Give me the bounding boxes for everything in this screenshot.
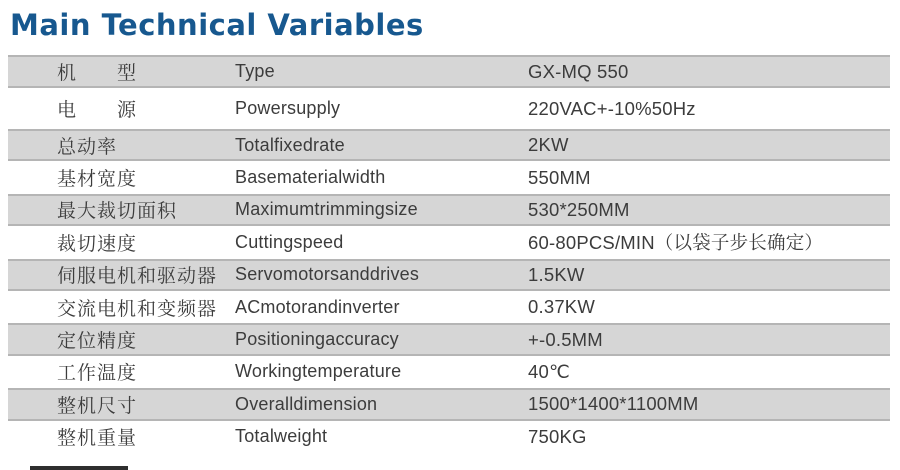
spec-value: 750KG	[528, 425, 587, 447]
table-row	[8, 388, 890, 420]
spec-name-cn: 机 型	[57, 62, 138, 84]
spec-name-cn: 整机尺寸	[57, 394, 138, 417]
spec-value: 550MM	[528, 166, 591, 188]
cropped-next-section-edge	[30, 466, 128, 470]
spec-table	[8, 55, 890, 453]
spec-value: 60-80PCS/MIN（以袋子步长确定）	[528, 232, 824, 254]
spec-value: 1500*1400*1100MM	[528, 393, 699, 415]
spec-name-en: Totalfixedrate	[235, 134, 345, 155]
table-row	[8, 356, 890, 388]
spec-name-en: Positioningaccuracy	[235, 329, 399, 350]
spec-value: +-0.5MM	[528, 328, 603, 350]
spec-name-cn: 基材宽度	[57, 168, 138, 191]
spec-name-en: Powersupply	[235, 98, 341, 118]
table-row	[8, 259, 890, 291]
spec-value: 40℃	[528, 360, 570, 382]
table-row	[8, 129, 890, 161]
spec-value: 0.37KW	[528, 296, 596, 318]
spec-name-en: Overalldimension	[235, 393, 378, 414]
table-row	[8, 194, 890, 226]
spec-value: 530*250MM	[528, 198, 630, 220]
spec-name-en: Servomotorsanddrives	[235, 264, 420, 285]
spec-name-cn: 定位精度	[57, 330, 138, 353]
table-row	[8, 226, 890, 258]
table-row	[8, 161, 890, 193]
spec-name-cn: 伺服电机和驱动器	[57, 265, 218, 288]
table-row	[8, 88, 890, 129]
spec-name-en: Maximumtrimmingsize	[235, 199, 418, 220]
table-row	[8, 55, 890, 88]
spec-value: 2KW	[528, 134, 569, 156]
spec-name-cn: 最大裁切面积	[57, 200, 178, 223]
spec-name-en: Cuttingspeed	[235, 231, 344, 252]
page-title: Main Technical Variables	[10, 8, 424, 42]
spec-name-en: Type	[235, 61, 275, 81]
table-row	[8, 421, 890, 453]
spec-name-cn: 整机重量	[57, 427, 138, 450]
spec-name-cn: 总动率	[57, 135, 118, 158]
spec-value: GX-MQ 550	[528, 60, 629, 82]
spec-name-en: ACmotorandinverter	[235, 296, 400, 317]
table-row	[8, 291, 890, 323]
spec-value: 1.5KW	[528, 263, 585, 285]
spec-name-cn: 工作温度	[57, 362, 138, 385]
spec-name-cn: 裁切速度	[57, 232, 138, 255]
spec-name-cn: 交流电机和变频器	[57, 297, 218, 320]
spec-name-en: Workingtemperature	[235, 361, 402, 382]
table-row	[8, 323, 890, 355]
spec-value: 220VAC+-10%50Hz	[528, 97, 696, 119]
spec-name-cn: 电 源	[57, 99, 138, 121]
spec-name-en: Totalweight	[235, 426, 328, 447]
spec-name-en: Basematerialwidth	[235, 167, 386, 188]
